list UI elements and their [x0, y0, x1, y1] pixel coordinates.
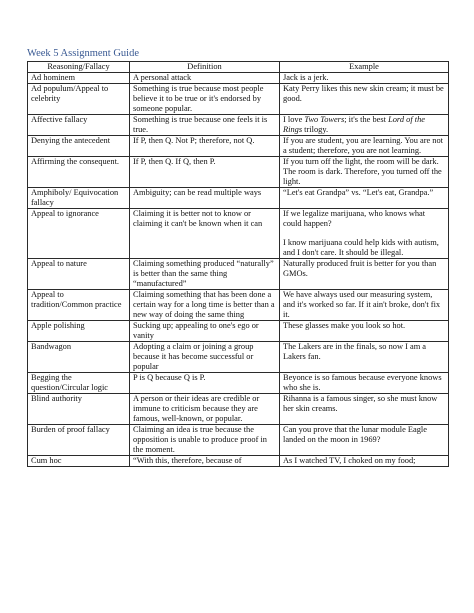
- definition-cell: If P, then Q. If Q, then P.: [130, 157, 280, 188]
- table-row: [28, 456, 449, 467]
- fallacy-table: [27, 61, 449, 467]
- fallacy-cell: Bandwagon: [28, 342, 130, 373]
- fallacy-cell: Burden of proof fallacy: [28, 425, 130, 456]
- table-header-row: [28, 62, 449, 73]
- fallacy-cell: Cum hoc: [28, 456, 130, 467]
- example-cell: [280, 209, 449, 259]
- definition-cell: A person or their ideas are credible or immune to criticism because they are famous, well-known, or popular.: [130, 394, 280, 425]
- table-row: [28, 394, 449, 425]
- table-row: [28, 115, 449, 136]
- example-text: ; it's the best: [344, 115, 389, 124]
- table-row: [28, 373, 449, 394]
- table-row: [28, 84, 449, 115]
- example-cell: Jack is a jerk.: [280, 73, 449, 84]
- table-row: [28, 342, 449, 373]
- definition-cell: Ambiguity; can be read multiple ways: [130, 188, 280, 209]
- page-heading: Week 5 Assignment Guide: [27, 48, 140, 59]
- definition-cell: Claiming an idea is true because the opposition is unable to produce proof in the moment.: [130, 425, 280, 456]
- definition-cell: “With this, therefore, because of: [130, 456, 280, 467]
- header-fallacy: Reasoning/Fallacy: [28, 62, 130, 73]
- table-row: [28, 425, 449, 456]
- example-cell: “Let's eat Grandpa” vs. “Let's eat, Grandpa.”: [280, 188, 449, 209]
- example-cell: We have always used our measuring system, and it's worked so far. If it ain't broke, don't fix it.: [280, 290, 449, 321]
- fallacy-cell: Apple polishing: [28, 321, 130, 342]
- example-paragraph: If we legalize marijuana, who knows what could happen?: [283, 209, 426, 228]
- definition-cell: Claiming something produced “naturally” is better than the same thing “manufactured”: [130, 259, 280, 290]
- definition-cell: Claiming something that has been done a certain way for a long time is better than a new way of doing the same thing: [130, 290, 280, 321]
- table-row: [28, 136, 449, 157]
- fallacy-cell: Affirming the consequent.: [28, 157, 130, 188]
- definition-cell: If P, then Q. Not P; therefore, not Q.: [130, 136, 280, 157]
- definition-cell: Sucking up; appealing to one's ego or vanity: [130, 321, 280, 342]
- example-cell: As I watched TV, I choked on my food;: [280, 456, 449, 467]
- fallacy-cell: Ad hominem: [28, 73, 130, 84]
- definition-cell: Claiming it is better not to know or claiming it can't be known when it can: [130, 209, 280, 259]
- fallacy-cell: Denying the antecedent: [28, 136, 130, 157]
- book-title: Two Towers: [304, 115, 345, 124]
- book-title: Lord of the Rings: [283, 115, 425, 134]
- example-cell: Beyonce is so famous because everyone knows who she is.: [280, 373, 449, 394]
- header-definition: Definition: [130, 62, 280, 73]
- fallacy-cell: Amphiboly/ Equivocation fallacy: [28, 188, 130, 209]
- fallacy-cell: Begging the question/Circular logic: [28, 373, 130, 394]
- header-example: Example: [280, 62, 449, 73]
- example-cell: Naturally produced fruit is better for you than GMOs.: [280, 259, 449, 290]
- definition-cell: A personal attack: [130, 73, 280, 84]
- table-row: [28, 73, 449, 84]
- fallacy-cell: Appeal to nature: [28, 259, 130, 290]
- definition-cell: Adopting a claim or joining a group because it has become successful or popular: [130, 342, 280, 373]
- table-row: [28, 259, 449, 290]
- table-row: [28, 157, 449, 188]
- example-text: trilogy.: [302, 125, 329, 134]
- table-row: [28, 188, 449, 209]
- example-cell: The Lakers are in the finals, so now I am a Lakers fan.: [280, 342, 449, 373]
- definition-cell: P is Q because Q is P.: [130, 373, 280, 394]
- fallacy-cell: Affective fallacy: [28, 115, 130, 136]
- example-cell: These glasses make you look so hot.: [280, 321, 449, 342]
- example-cell: If you turn off the light, the room will be dark. The room is dark. Therefore, you turned off the light.: [280, 157, 449, 188]
- fallacy-cell: Appeal to tradition/Common practice: [28, 290, 130, 321]
- table-row: [28, 209, 449, 259]
- example-text: I love: [283, 115, 305, 124]
- example-cell: Can you prove that the lunar module Eagle landed on the moon in 1969?: [280, 425, 449, 456]
- example-cell: Rihanna is a famous singer, so she must know her skin creams.: [280, 394, 449, 425]
- example-cell: [280, 115, 449, 136]
- table-row: [28, 290, 449, 321]
- example-paragraph: I know marijuana could help kids with autism, and I don't care. It should be illegal.: [283, 238, 439, 257]
- fallacy-cell: Blind authority: [28, 394, 130, 425]
- fallacy-cell: Ad populum/Appeal to celebrity: [28, 84, 130, 115]
- example-cell: Katy Perry likes this new skin cream; it must be good.: [280, 84, 449, 115]
- table-row: [28, 321, 449, 342]
- definition-cell: Something is true because most people believe it to be true or it's endorsed by someone popular.: [130, 84, 280, 115]
- definition-cell: Something is true because one feels it is true.: [130, 115, 280, 136]
- fallacy-cell: Appeal to ignorance: [28, 209, 130, 259]
- example-cell: If you are student, you are learning. You are not a student; therefore, you are not learning.: [280, 136, 449, 157]
